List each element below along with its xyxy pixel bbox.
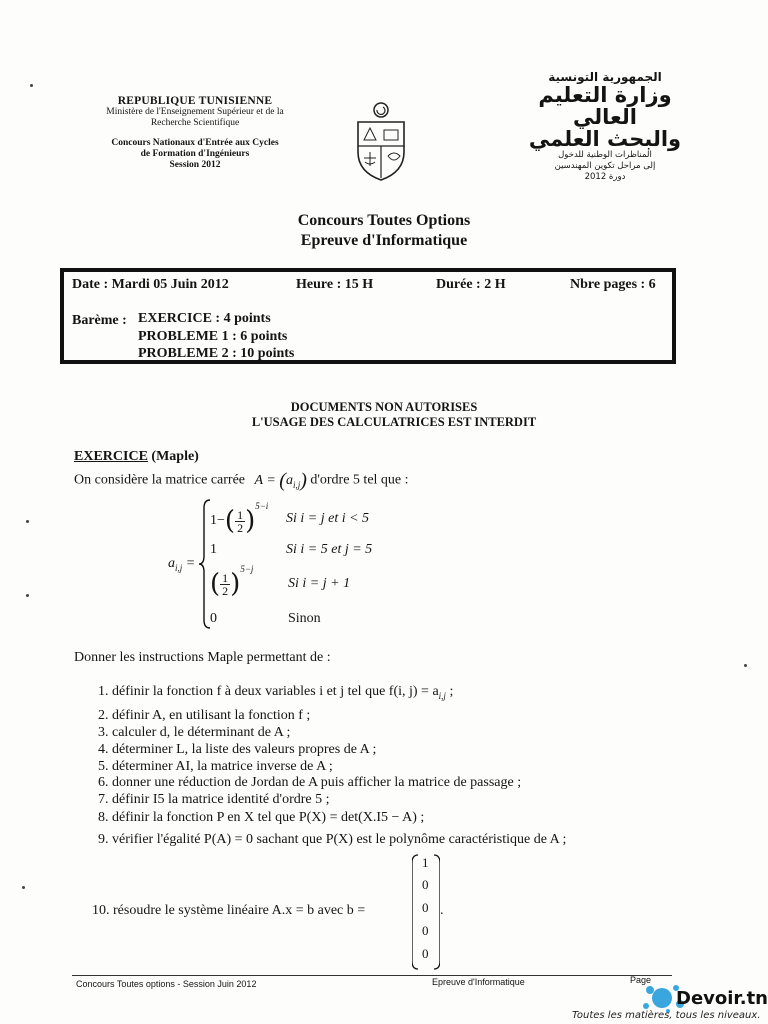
vector-b-entry-1: 1 (422, 855, 429, 870)
contest-ar-line1: المناظرات الوطنية للدخول (558, 150, 652, 160)
exercise-heading (74, 449, 199, 465)
ministry-ar-line1: وزارة التعليم العالي (538, 83, 672, 129)
scan-dot (744, 664, 747, 667)
notice-line2: L'USAGE DES CALCULATRICES EST INTERDIT (251, 415, 537, 429)
list-item: 9. vérifier l'égalité P(A) = 0 sachant que P(X) est le polynôme caractéristique de A ; (98, 832, 567, 847)
case2-condition: Si i = 5 et j = 5 (286, 542, 373, 557)
list-item: 10. résoudre le système linéaire A.x = b avec b = (92, 903, 366, 918)
country-name: REPUBLIQUE TUNISIENNE (117, 95, 273, 107)
ministry-ar-line2: والبحث العلمي (528, 127, 682, 151)
case1-condition: Si i = j et i < 5 (286, 511, 370, 526)
bareme-label: Barème : (72, 313, 127, 328)
list-item: 7. définir I5 la matrice identité d'ordre 5 ; (98, 792, 330, 807)
list-item: 1. définir la fonction f à deux variables i et j tel que f(i, $j) = a_{i,j}$ ; (98, 684, 454, 701)
notice-line1: DOCUMENTS NON AUTORISES (290, 400, 478, 414)
scan-dot (22, 886, 25, 889)
exercise-subtitle: (Maple) (151, 449, 199, 464)
header-right-block (505, 70, 705, 183)
header-left-block (60, 96, 330, 171)
bareme-probleme2: PROBLEME 2 : 10 points (138, 346, 295, 361)
case4-value: 0 (210, 611, 217, 626)
ministry-line2: Recherche Scientifique (150, 118, 240, 128)
item-1-text: 1. définir la fonction f à deux variables i et j tel que f(i, j) = a (98, 684, 439, 699)
footer-left: Concours Toutes options - Session Juin 2012 (76, 979, 257, 989)
exercise-prompt: Donner les instructions Maple permettant de : (74, 650, 331, 665)
watermark-tagline: Toutes les matières, tous les niveaux. (572, 1010, 761, 1021)
scan-dot (30, 84, 33, 87)
case1-value: 1−( $\frac{1}{2}$ )$^{5-i}$ (210, 500, 269, 536)
list-item: 2. définir A, en utilisant la fonction f ; (98, 708, 311, 723)
scan-dot (26, 594, 29, 597)
exam-page-count: Nbre pages : 6 (570, 277, 656, 292)
case3-value: ( $\frac{1}{2}$ )$^{5-j}$ (210, 563, 254, 599)
vector-b-entry-5: 0 (422, 946, 429, 961)
vector-b-entry-4: 0 (422, 923, 429, 938)
scan-dot (26, 520, 29, 523)
case2-value: 1 (210, 542, 217, 557)
contest-ar-line2: إلى مراحل تكوين المهندسين (554, 161, 656, 171)
list-item: 3. calculer d, le déterminant de A ; (98, 725, 291, 740)
session-ar: دورة 2012 (584, 172, 626, 182)
list-item: 4. déterminer L, la liste des valeurs propres de A ; (98, 742, 377, 757)
vector-b-entry-3: 0 (422, 900, 429, 915)
exam-time: Heure : 15 H (296, 277, 374, 292)
list-item: 5. déterminer AI, la matrice inverse de A ; (98, 759, 333, 774)
exam-date: Date : Mardi 05 Juin 2012 (72, 277, 229, 292)
exercise-title: EXERCICE (74, 449, 148, 464)
bareme-exercice: EXERCICE : 4 points (138, 311, 271, 326)
intro-text-after: d'ordre 5 tel que : (310, 472, 409, 488)
contest-line1: Concours Nationaux d'Entrée aux Cycles (111, 138, 279, 148)
session-label: Session 2012 (169, 160, 221, 170)
ministry-line1: Ministère de l'Enseignement Supérieur et de la (106, 107, 284, 117)
exam-title-line2: Epreuve d'Informatique (300, 232, 468, 249)
matrix-definition-formula: $A = (a_{i,j})$ (254, 469, 307, 491)
exercise-intro (74, 469, 409, 492)
case4-condition: Sinon (288, 611, 321, 626)
footer-divider (72, 975, 672, 976)
footer-page: Page (630, 975, 652, 985)
case3-condition: Si i = j + 1 (288, 576, 351, 591)
list-item: 6. donner une réduction de Jordan de A puis afficher la matrice de passage ; (98, 775, 522, 790)
exam-duration: Durée : 2 H (436, 277, 506, 292)
watermark-logo: Devoir.tn (676, 988, 768, 1009)
exam-title-line1: Concours Toutes Options (297, 212, 471, 229)
vector-b (412, 853, 440, 971)
vector-b-entry-2: 0 (422, 877, 429, 892)
country-name-ar: الجمهورية التونسية (548, 70, 662, 84)
aij-symbol: $a_{i,j}$ = (168, 556, 196, 573)
contest-line2: de Formation d'Ingénieurs (140, 149, 250, 159)
footer-center: Epreuve d'Informatique (432, 977, 525, 987)
bareme-probleme1: PROBLEME 1 : 6 points (138, 329, 288, 344)
coat-of-arms-icon (350, 100, 412, 187)
vector-b-period: . (440, 903, 444, 918)
list-item: 8. définir la fonction P en X tel que P(X) = det(X.I5 − A) ; (98, 810, 425, 825)
intro-text-before: On considère la matrice carrée (74, 472, 246, 488)
